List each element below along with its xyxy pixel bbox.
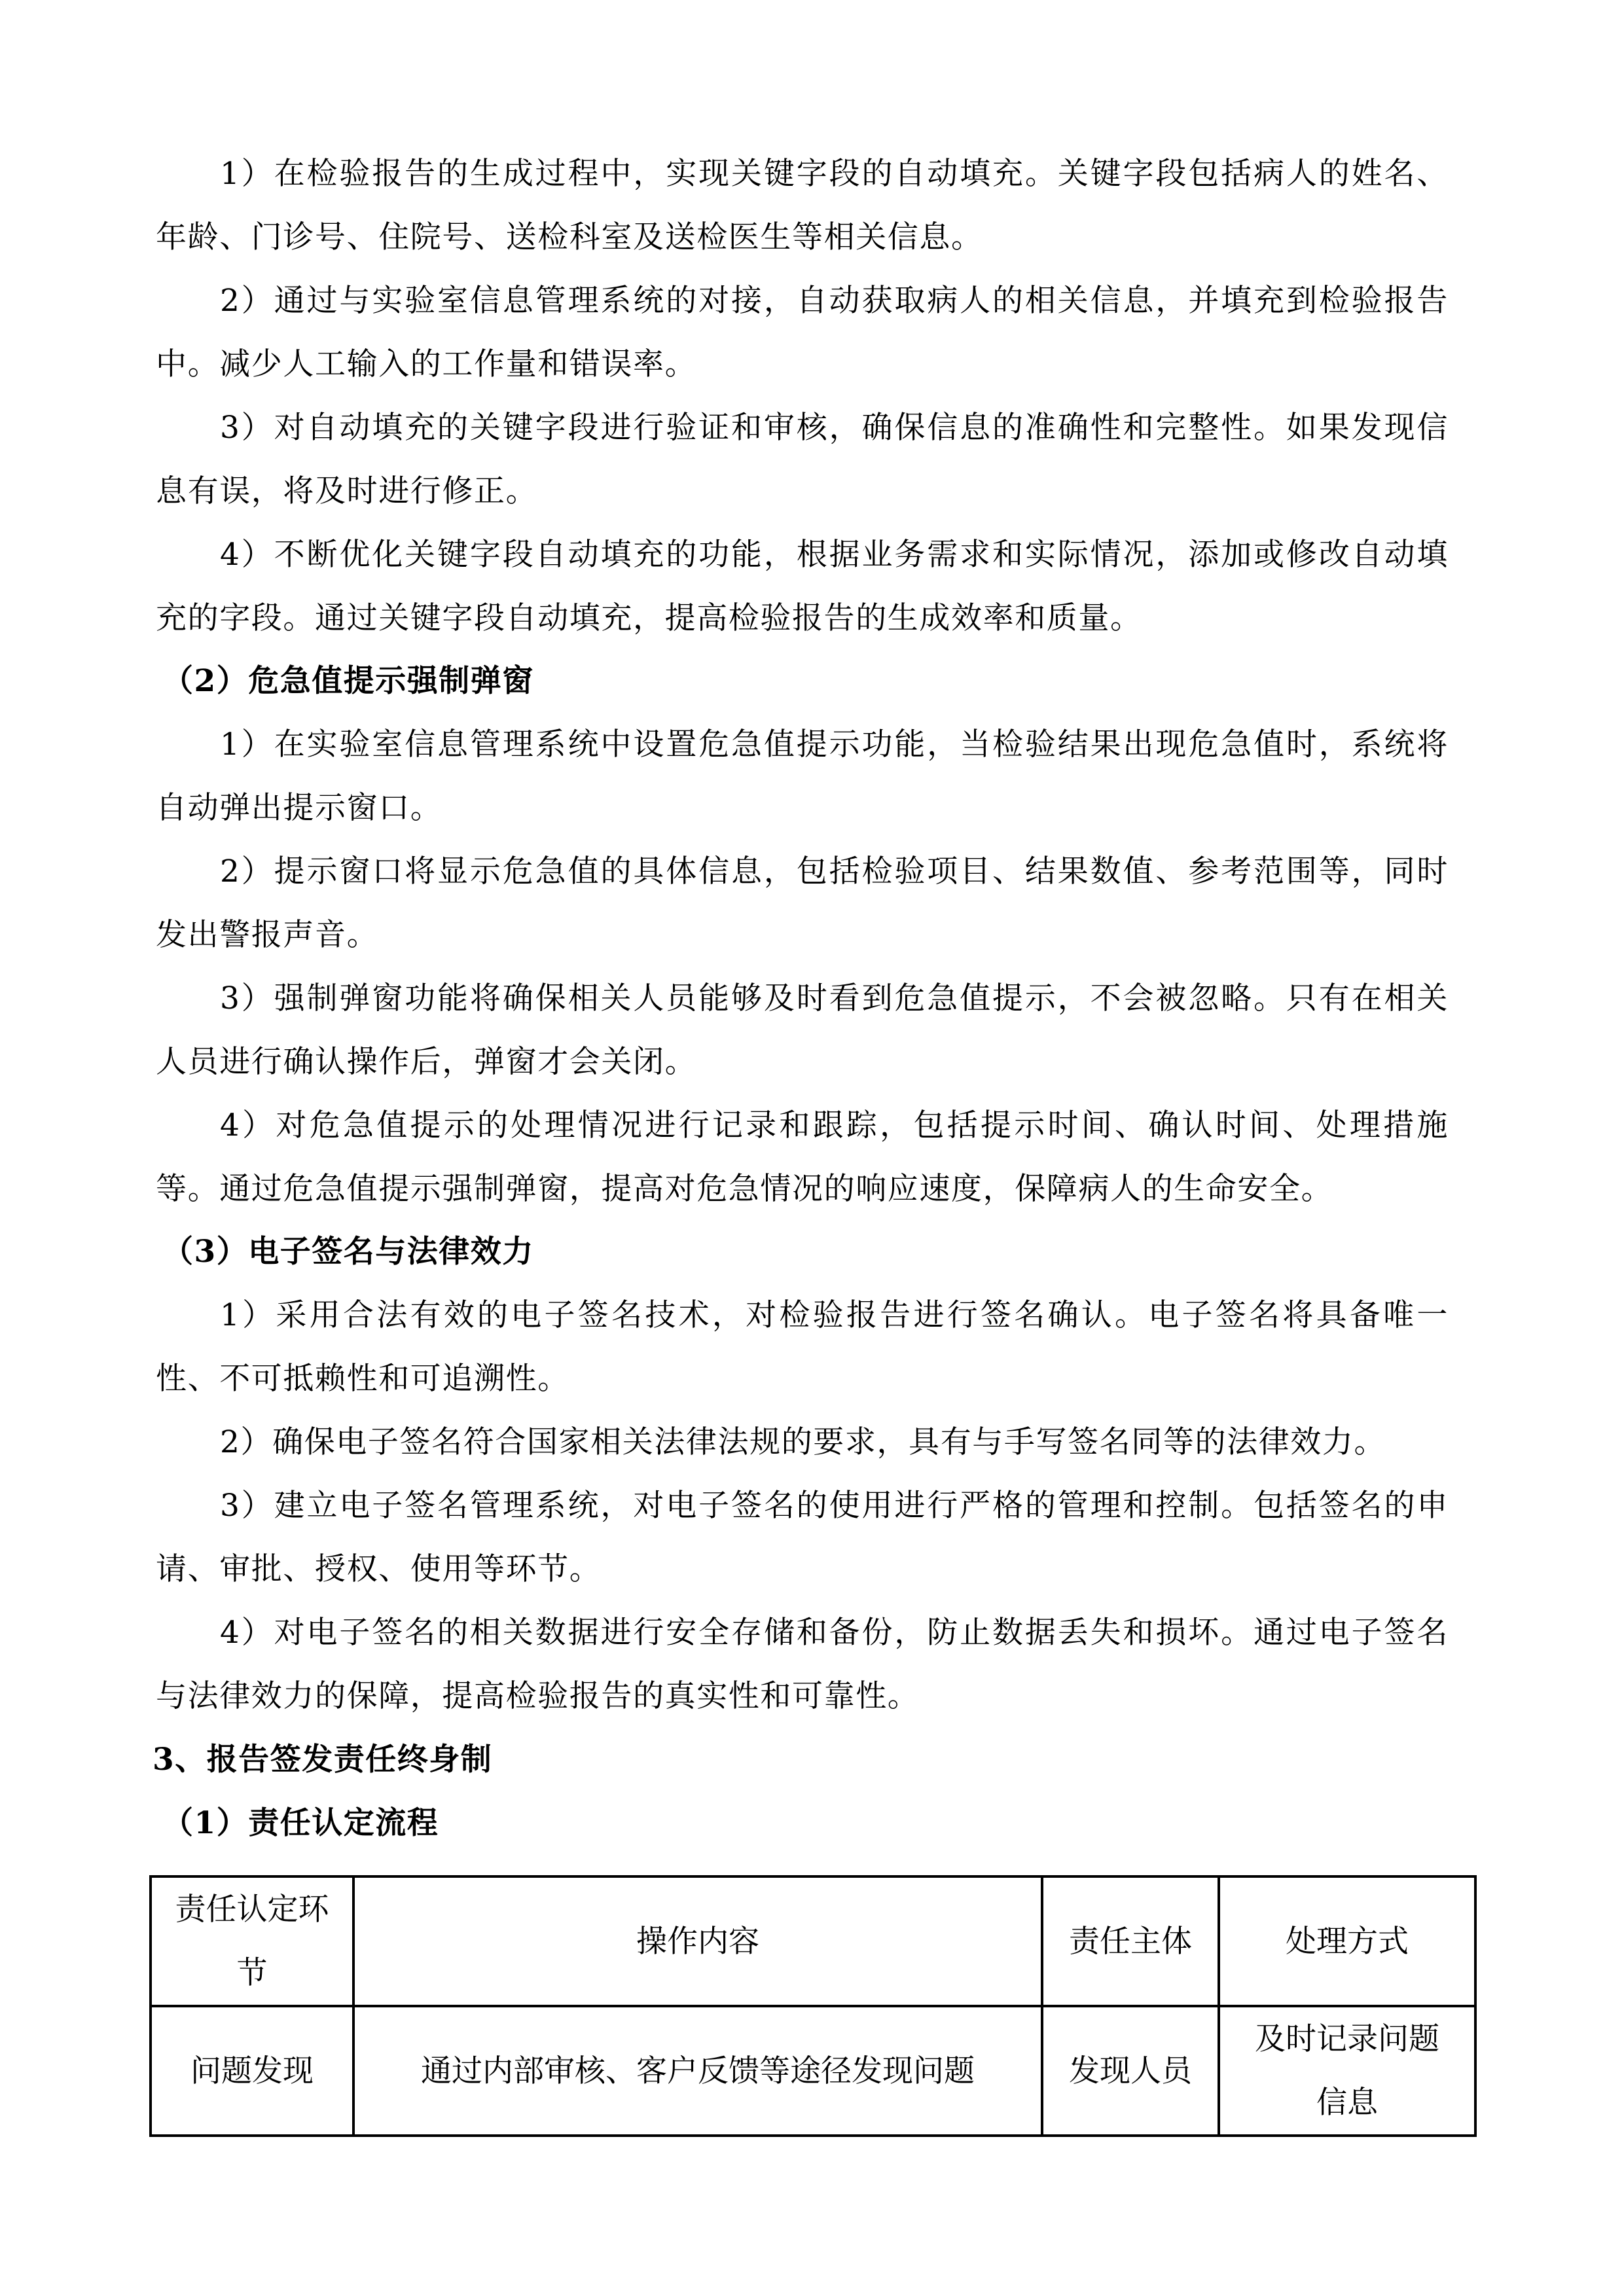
paragraph-line: 4）对电子签名的相关数据进行安全存储和备份，防止数据丢失和损坏。通过电子签名: [220, 1615, 1449, 1651]
paragraph-line: 息有误，将及时进行修正。: [156, 473, 538, 509]
table-row: [151, 2006, 1475, 2136]
paragraph-line: 与法律效力的保障，提高检验报告的真实性和可靠性。: [156, 1678, 920, 1714]
paragraph-line: 发出警报声音。: [156, 917, 379, 953]
cell-stage: 问题发现: [190, 2053, 314, 2089]
paragraph-line: 自动弹出提示窗口。: [156, 790, 442, 826]
column-header-handling: 处理方式: [1286, 1923, 1409, 1960]
table-cell: [353, 2006, 1042, 2136]
cell-subject: 发现人员: [1069, 2053, 1192, 2089]
paragraph-line: 等。通过危急值提示强制弹窗，提高对危急情况的响应速度，保障病人的生命安全。: [156, 1171, 1333, 1207]
subsection-heading-responsibility-process: （1）责任认定流程: [162, 1805, 439, 1841]
paragraph-line: 中。减少人工输入的工作量和错误率。: [156, 346, 697, 382]
section-heading-e-signature: （3）电子签名与法律效力: [162, 1234, 534, 1270]
table-header-cell: [1042, 1876, 1219, 2006]
table-cell: [1219, 2006, 1475, 2136]
table-header-cell: [1219, 1876, 1475, 2006]
paragraph-line: 年龄、门诊号、住院号、送检科室及送检医生等相关信息。: [156, 219, 983, 255]
paragraph-line: 3）强制弹窗功能将确保相关人员能够及时看到危急值提示，不会被忽略。只有在相关: [220, 980, 1449, 1016]
paragraph-line: 1）采用合法有效的电子签名技术，对检验报告进行签名确认。电子签名将具备唯一: [220, 1297, 1449, 1333]
paragraph-line: 2）通过与实验室信息管理系统的对接，自动获取病人的相关信息，并填充到检验报告: [220, 283, 1449, 319]
section-heading-critical-popup: （2）危急值提示强制弹窗: [162, 663, 534, 699]
column-header-operation: 操作内容: [636, 1923, 759, 1960]
paragraph-line: 4）不断优化关键字段自动填充的功能，根据业务需求和实际情况，添加或修改自动填: [220, 537, 1449, 573]
paragraph-line: 2）确保电子签名符合国家相关法律法规的要求，具有与手写签名同等的法律效力。: [220, 1424, 1386, 1460]
cell-operation: 通过内部审核、客户反馈等途径发现问题: [421, 2053, 975, 2089]
paragraph-line: 请、审批、授权、使用等环节。: [156, 1551, 602, 1587]
paragraph-line: 性、不可抵赖性和可追溯性。: [156, 1361, 569, 1397]
table-header-cell: [353, 1876, 1042, 2006]
cell-handling: 及时记录问题信息: [1255, 2021, 1439, 2121]
paragraph-line: 1）在实验室信息管理系统中设置危急值提示功能，当检验结果出现危急值时，系统将: [220, 726, 1449, 762]
paragraph-line: 3）建立电子签名管理系统，对电子签名的使用进行严格的管理和控制。包括签名的申: [220, 1488, 1449, 1524]
paragraph-line: 4）对危急值提示的处理情况进行记录和跟踪，包括提示时间、确认时间、处理措施: [220, 1107, 1449, 1143]
table-cell: [151, 2006, 353, 2136]
column-header-subject: 责任主体: [1069, 1923, 1192, 1960]
responsibility-table: [149, 1875, 1477, 2137]
paragraph-line: 3）对自动填充的关键字段进行验证和审核，确保信息的准确性和完整性。如果发现信: [220, 410, 1449, 446]
table-header-cell: [151, 1876, 353, 2006]
table-header-row: [151, 1876, 1475, 2006]
section-heading-responsibility: 3、报告签发责任终身制: [153, 1742, 493, 1778]
paragraph-line: 1）在检验报告的生成过程中，实现关键字段的自动填充。关键字段包括病人的姓名、: [220, 156, 1449, 192]
column-header-stage: 责任认定环节: [175, 1892, 329, 1991]
paragraph-line: 2）提示窗口将显示危急值的具体信息，包括检验项目、结果数值、参考范围等，同时: [220, 853, 1449, 889]
table-cell: [1042, 2006, 1219, 2136]
paragraph-line: 人员进行确认操作后，弹窗才会关闭。: [156, 1044, 697, 1080]
paragraph-line: 充的字段。通过关键字段自动填充，提高检验报告的生成效率和质量。: [156, 600, 1142, 636]
